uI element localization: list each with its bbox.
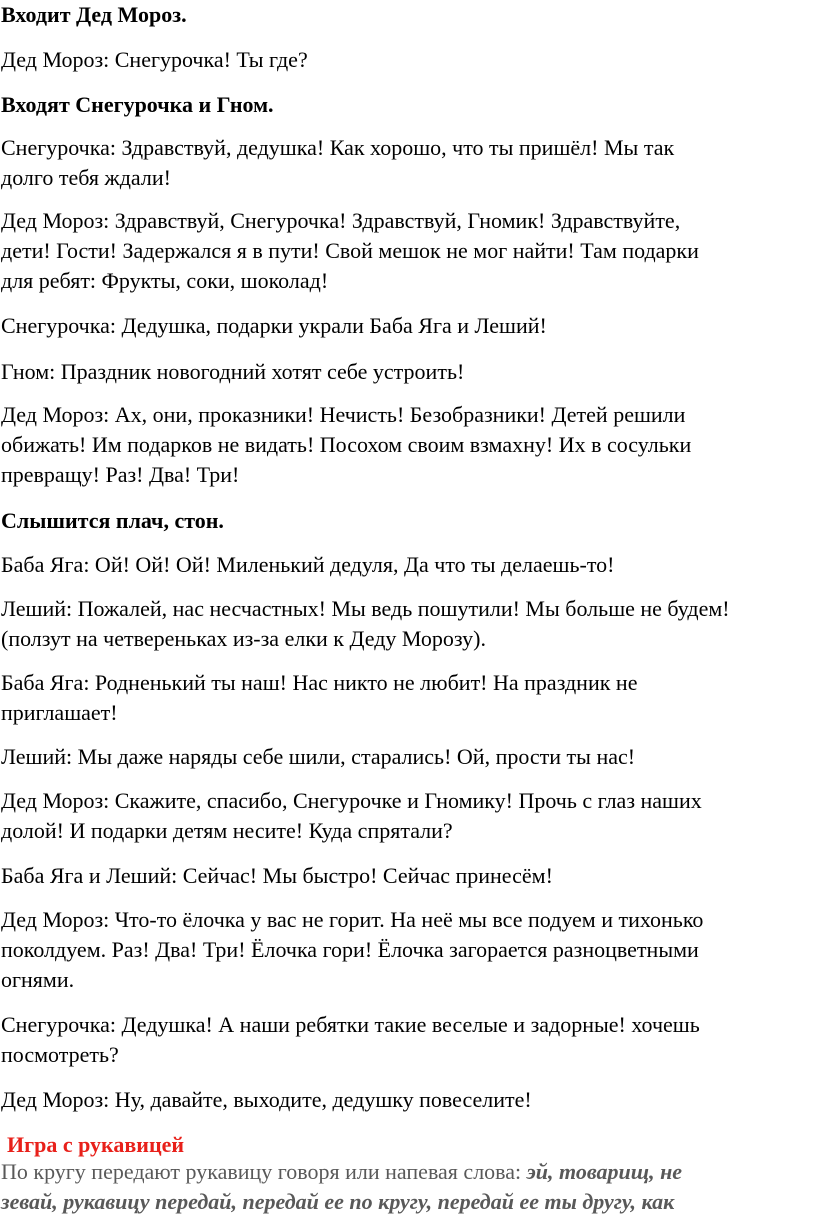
dialogue-line: Баба Яга: Ой! Ой! Ой! Миленький дедуля, Да что ты делаешь-то! [1, 552, 615, 577]
dialogue-line: Гном: Праздник новогодний хотят себе устроить! [1, 359, 465, 384]
dialogue-line: Снегурочка: Здравствуй, дедушка! Как хорошо, что ты пришёл! Мы так [1, 135, 675, 160]
dialogue-line: Снегурочка: Дедушка! А наши ребятки такие веселые и задорные! хочешь [1, 1012, 700, 1037]
dialogue-line: долго тебя ждали! [1, 165, 171, 190]
game-verse-text: эй, товарищ, не [526, 1159, 683, 1184]
stage-direction: Входят Снегурочка и Гном. [1, 92, 274, 117]
dialogue-line: дети! Гости! Задержался я в пути! Свой мешок не мог найти! Там подарки [1, 238, 699, 263]
game-verse-text: зевай, рукавицу передай, передай ее по кругу, передай ее ты другу, как [1, 1189, 675, 1214]
dialogue-line: Дед Мороз: Ах, они, проказники! Нечисть! Безобразники! Детей решили [1, 402, 686, 427]
stage-direction: Слышится плач, стон. [1, 508, 224, 533]
section-heading: Игра с рукавицей [7, 1132, 185, 1157]
dialogue-line: Леший: Мы даже наряды себе шили, старались! Ой, прости ты нас! [1, 744, 636, 769]
dialogue-line: посмотреть? [1, 1042, 119, 1067]
dialogue-line: Снегурочка: Дедушка, подарки украли Баба Яга и Леший! [1, 313, 547, 338]
dialogue-line: огнями. [1, 967, 75, 992]
dialogue-line: Баба Яга: Родненький ты наш! Нас никто не любит! На праздник не [1, 670, 638, 695]
game-description [1, 1157, 815, 1187]
game-intro-text: По кругу передают рукавицу говоря или напевая слова: [1, 1159, 527, 1184]
stage-direction: Входит Дед Мороз. [1, 2, 187, 27]
dialogue-line: (ползут на четвереньках из-за елки к Деду Морозу). [1, 626, 486, 651]
dialogue-line: превращу! Раз! Два! Три! [1, 462, 240, 487]
dialogue-line: Леший: Пожалей, нас несчастных! Мы ведь пошутили! Мы больше не будем! [1, 596, 730, 621]
dialogue-line: приглашает! [1, 700, 118, 725]
dialogue-line: Дед Мороз: Скажите, спасибо, Снегурочке и Гномику! Прочь с глаз наших [1, 788, 702, 813]
dialogue-line: Дед Мороз: Здравствуй, Снегурочка! Здравствуй, Гномик! Здравствуйте, [1, 208, 681, 233]
dialogue-line: Дед Мороз: Ну, давайте, выходите, дедушку повеселите! [1, 1087, 532, 1112]
dialogue-line: для ребят: Фрукты, соки, шоколад! [1, 268, 329, 293]
dialogue-line: Дед Мороз: Снегурочка! Ты где? [1, 47, 308, 72]
dialogue-line: Баба Яга и Леший: Сейчас! Мы быстро! Сейчас принесём! [1, 863, 553, 888]
dialogue-line: долой! И подарки детям несите! Куда спрятали? [1, 818, 453, 843]
dialogue-line: обижать! Им подарков не видать! Посохом своим взмахну! Их в сосульки [1, 432, 692, 457]
dialogue-line: Дед Мороз: Что-то ёлочка у вас не горит. На неё мы все подуем и тихонько [1, 907, 704, 932]
dialogue-line: поколдуем. Раз! Два! Три! Ёлочка гори! Ёлочка загорается разноцветными [1, 937, 699, 962]
